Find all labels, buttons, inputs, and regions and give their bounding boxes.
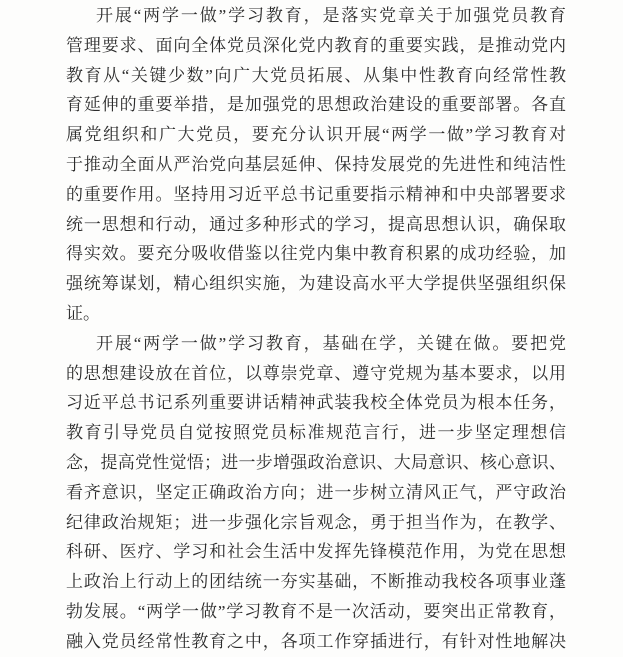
- text-line: 融入党员经常性教育之中，各项工作穿插进行，有针对性地解决: [66, 631, 566, 651]
- text-line: 证。: [66, 303, 100, 323]
- paragraph: [66, 1, 566, 329]
- text-line: 开展“两学一做”学习教育，是落实党章关于加强党员教育: [96, 6, 566, 25]
- text-line: 上政治上行动上的团结统一夯实基础，不断推动我校各项事业蓬: [66, 572, 566, 592]
- text-line: 教育引导党员自觉按照党员标准规范言行，进一步坚定理想信: [66, 423, 566, 443]
- text-line: 的思想建设放在首位，以尊崇党章、遵守党规为基本要求，以用: [66, 363, 566, 383]
- text-line: 属党组织和广大党员，要充分认识开展“两学一做”学习教育对: [66, 125, 566, 145]
- paragraph: [66, 329, 566, 657]
- text-line: 习近平总书记系列重要讲话精神武装我校全体党员为根本任务，: [66, 393, 566, 413]
- document-body: [66, 1, 566, 657]
- text-line: 纪律政治规矩；进一步强化宗旨观念，勇于担当作为，在教学、: [66, 512, 566, 532]
- text-line: 念，提高党性觉悟；进一步增强政治意识、大局意识、核心意识、: [66, 452, 566, 472]
- text-line: 勃发展。“两学一做”学习教育不是一次活动，要突出正常教育，: [66, 601, 566, 621]
- text-line: 得实效。要充分吸收借鉴以往党内集中教育积累的成功经验，加: [66, 244, 566, 264]
- text-line: 看齐意识，坚定正确政治方向；进一步树立清风正气，严守政治: [66, 482, 566, 502]
- text-line: 强统筹谋划，精心组织实施，为建设高水平大学提供坚强组织保: [66, 274, 566, 294]
- text-line: 开展“两学一做”学习教育，基础在学，关键在做。要把党: [96, 333, 566, 353]
- text-line: 的重要作用。坚持用习近平总书记重要指示精神和中央部署要求: [66, 184, 566, 204]
- text-line: 管理要求、面向全体党员深化党内教育的重要实践，是推动党内: [66, 35, 566, 55]
- text-line: 于推动全面从严治党向基层延伸、保持发展党的先进性和纯洁性: [66, 154, 566, 174]
- text-line: 育延伸的重要举措，是加强党的思想政治建设的重要部署。各直: [66, 95, 566, 115]
- text-line: 教育从“关键少数”向广大党员拓展、从集中性教育向经常性教: [66, 65, 566, 85]
- text-line: 科研、医疗、学习和社会生活中发挥先锋模范作用，为党在思想: [66, 542, 566, 562]
- text-line: 统一思想和行动，通过多种形式的学习，提高思想认识，确保取: [66, 214, 566, 234]
